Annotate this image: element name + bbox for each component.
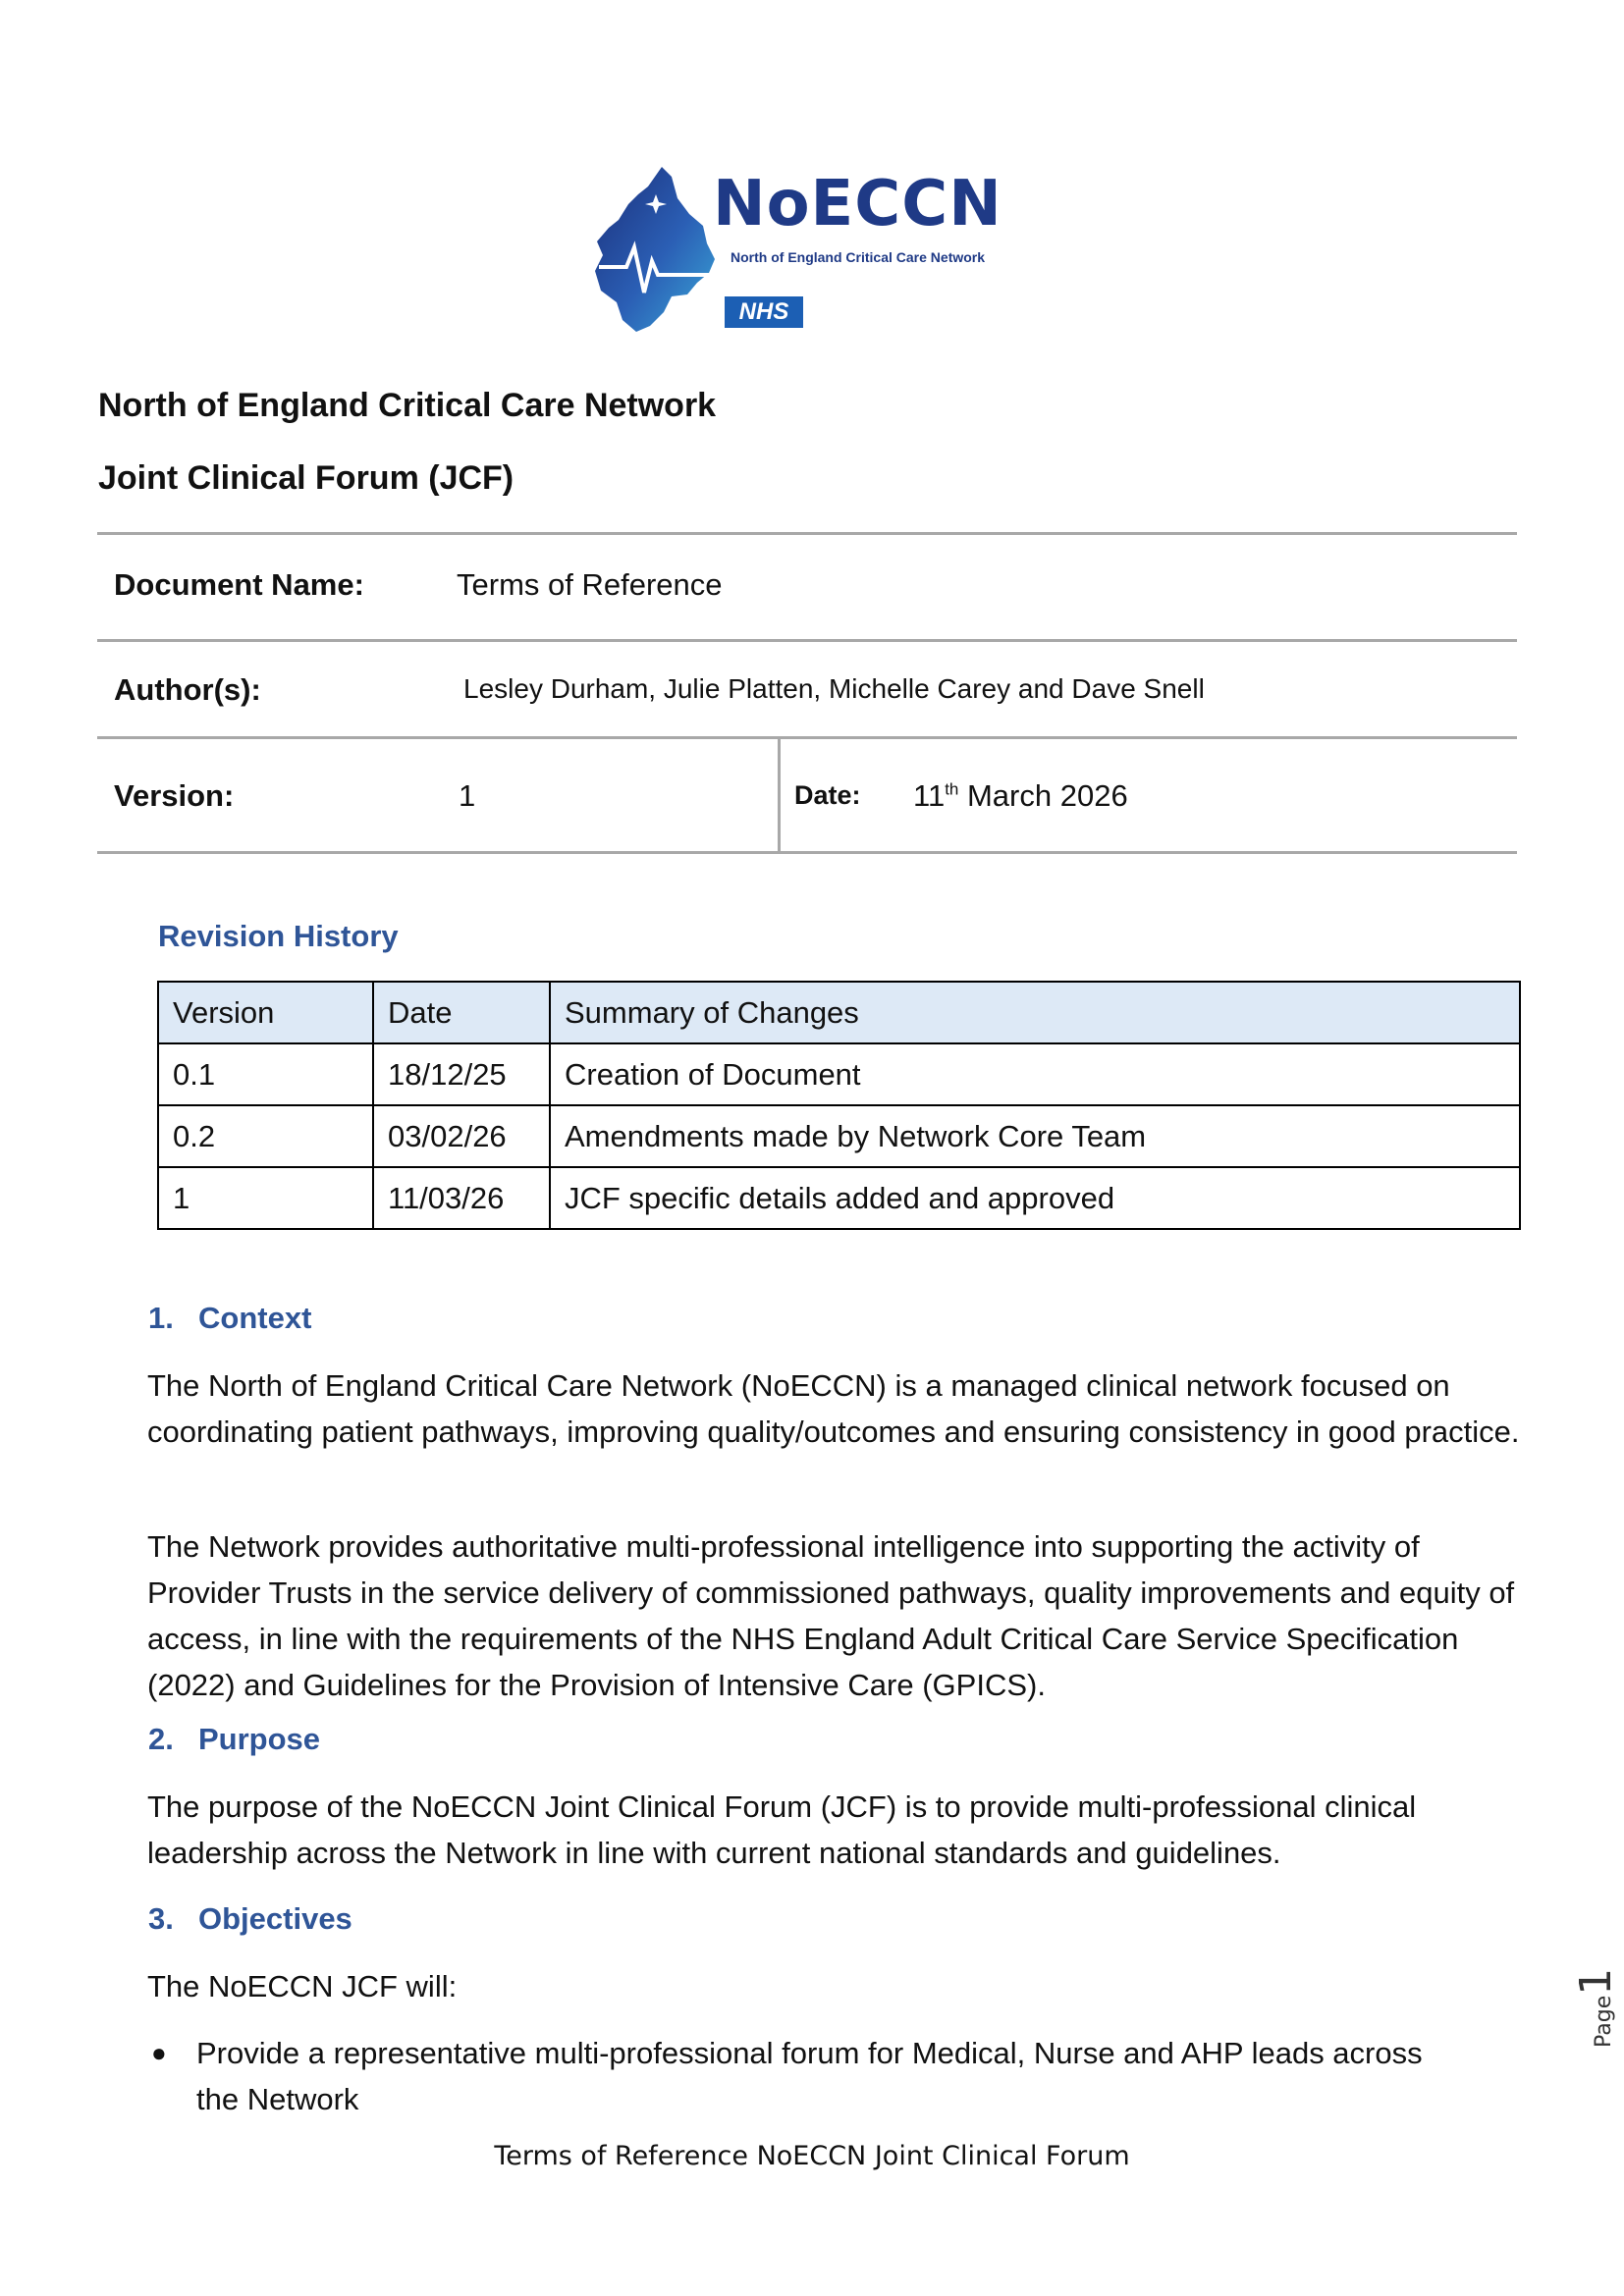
section-heading-purpose <box>148 1722 320 1757</box>
network-map-icon <box>593 165 716 337</box>
document-name-label: Document Name: <box>114 567 364 602</box>
page-number <box>1571 1967 1624 2048</box>
version-label: Version: <box>114 778 235 813</box>
divider-bottom <box>97 851 1517 854</box>
objective-text: Provide a representative multi-professional forum for Medical, Nurse and AHP leads across the Network <box>196 2036 1423 2116</box>
revision-history-title: Revision History <box>158 919 399 953</box>
nhs-badge: NHS <box>725 296 803 328</box>
date-suffix: th <box>945 779 959 799</box>
table-row <box>158 1043 1520 1105</box>
logo-wordmark: NoECCN <box>713 168 1002 240</box>
context-paragraph-2: The Network provides authoritative multi-professional intelligence into supporting the activity of Provider Trusts in the service delivery of commissioned pathways, quality improvements and equity of access, in line with the requirements of the NHS England Adult Critical Care Service Specification (2022) and Guidelines for the Provision of Intensive Care (GPICS). <box>147 1529 1515 1702</box>
section-title: Purpose <box>198 1722 321 1756</box>
cell-date: 11/03/26 <box>373 1167 550 1229</box>
header-summary: Summary of Changes <box>550 982 1520 1043</box>
header-version: Version <box>158 982 373 1043</box>
authors-label: Author(s): <box>114 672 261 707</box>
section-title: Context <box>198 1301 312 1335</box>
page-footer: Terms of Reference NoECCN Joint Clinical Forum <box>494 2141 1130 2171</box>
meta-column-divider <box>778 738 781 853</box>
bullet-icon: ● <box>151 2038 167 2067</box>
section-heading-context <box>148 1301 311 1336</box>
noeccn-logo <box>593 165 1025 337</box>
cell-version: 1 <box>158 1167 373 1229</box>
divider-top <box>97 532 1517 535</box>
table-row <box>158 1105 1520 1167</box>
section-heading-objectives <box>148 1901 352 1937</box>
divider-after-document-name <box>97 639 1517 642</box>
purpose-paragraph: The purpose of the NoECCN Joint Clinical Forum (JCF) is to provide multi-professional clinical leadership across the Network in line with current national standards and guidelines. <box>147 1789 1417 1870</box>
date-value <box>913 778 1128 814</box>
authors-value: Lesley Durham, Julie Platten, Michelle Carey and Dave Snell <box>463 673 1205 704</box>
document-title-forum: Joint Clinical Forum (JCF) <box>98 459 514 497</box>
divider-after-authors <box>97 736 1517 739</box>
page-number-value: 1 <box>1571 1967 1621 1996</box>
cell-date: 18/12/25 <box>373 1043 550 1105</box>
cell-summary: Creation of Document <box>550 1043 1520 1105</box>
list-item <box>151 2030 1473 2122</box>
table-row <box>158 1167 1520 1229</box>
cell-version: 0.2 <box>158 1105 373 1167</box>
cell-summary: JCF specific details added and approved <box>550 1167 1520 1229</box>
version-value: 1 <box>459 778 476 813</box>
date-label: Date: <box>794 780 861 810</box>
page-label: Page <box>1592 1995 1616 2048</box>
section-number: 1. <box>148 1301 174 1335</box>
cell-summary: Amendments made by Network Core Team <box>550 1105 1520 1167</box>
header-date: Date <box>373 982 550 1043</box>
table-header-row <box>158 982 1520 1043</box>
context-paragraph-1: The North of England Critical Care Network (NoECCN) is a managed clinical network focused on coordinating patient pathways, improving quality/outcomes and ensuring consistency in good practice. <box>147 1368 1520 1449</box>
section-number: 2. <box>148 1722 174 1756</box>
cell-version: 0.1 <box>158 1043 373 1105</box>
section-title: Objectives <box>198 1901 352 1936</box>
objectives-intro: The NoECCN JCF will: <box>147 1969 458 2003</box>
cell-date: 03/02/26 <box>373 1105 550 1167</box>
logo-subtitle: North of England Critical Care Network <box>731 249 986 265</box>
revision-history-table <box>157 981 1521 1230</box>
date-day: 11 <box>913 778 946 813</box>
document-title-network: North of England Critical Care Network <box>98 387 717 424</box>
document-name-value: Terms of Reference <box>457 567 723 602</box>
section-number: 3. <box>148 1901 174 1936</box>
date-rest: March 2026 <box>958 778 1128 813</box>
